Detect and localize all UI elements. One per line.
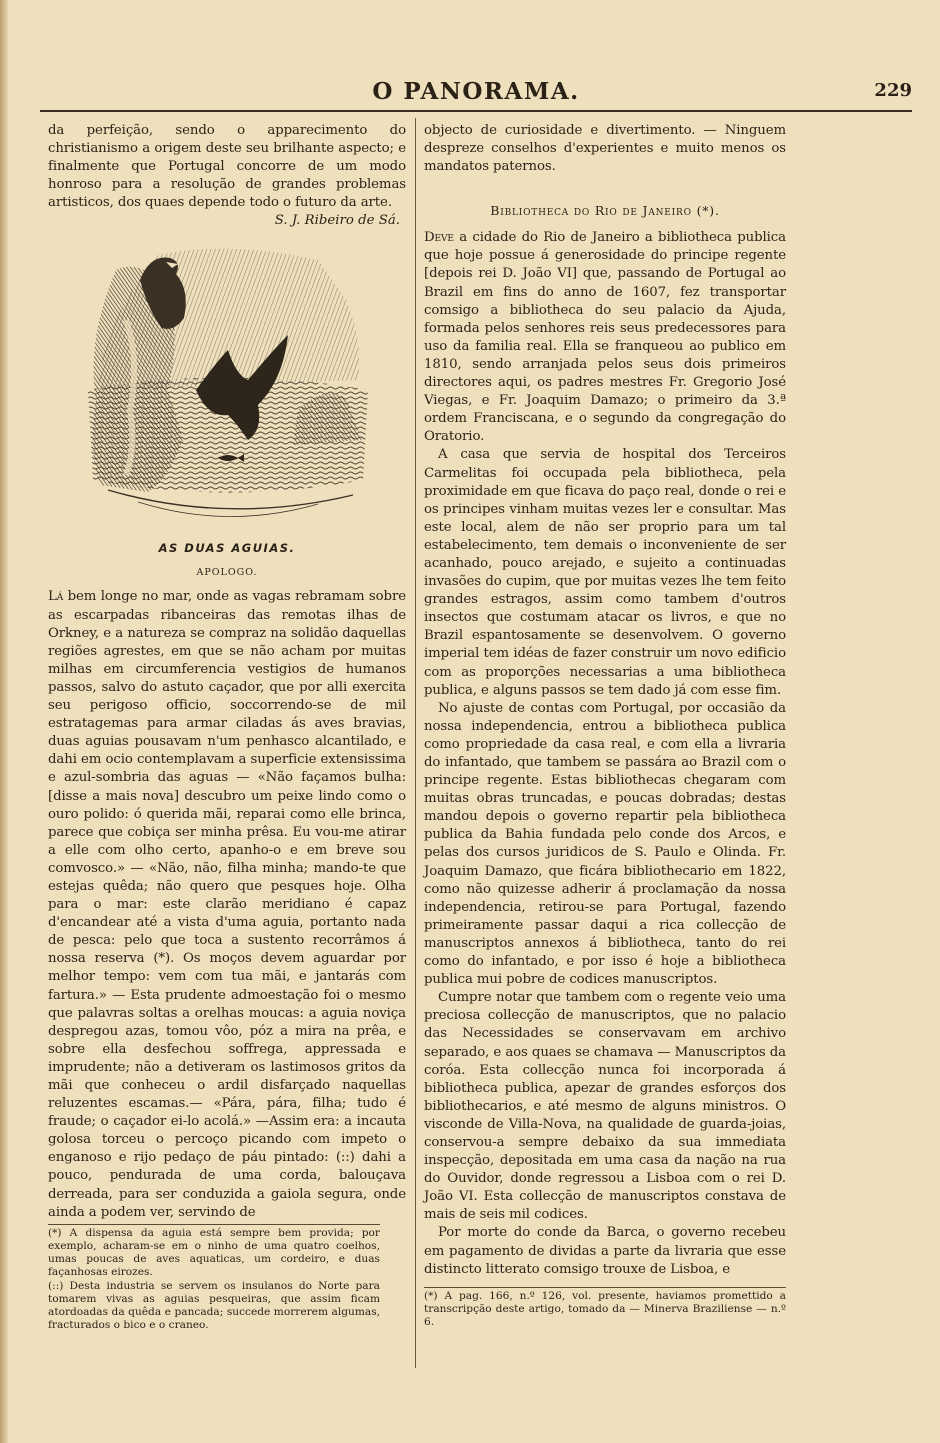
left-column <box>48 122 406 1332</box>
article-paragraph-2: A casa que servia de hospital dos Terceiros Carmelitas foi occupada pela bibliotheca, pela proximidade em que ficava do paço real, donde o rei e os principes vinham muitas vezes ler e consultar. Mas este local, alem de não ser proprio para um tal estabelecimento, tem demais o inconveniente de ser acanhado, pouco arejado, e sujeito a continuadas invasões do cupim, que por muitas vezes lhe tem feito grandes estragos, assim como tambem d'outros insectos que costumam atacar os livros, e que no Brazil espantosamente se desenvolvem. O governo imperial tem idéas de fazer construir um novo edificio com as proporções necessarias a uma bibliotheca publica, e alguns passos se tem dado já com esse fim. <box>424 447 786 698</box>
illustration-caption: AS DUAS AGUIAS. <box>158 541 296 556</box>
right-column <box>424 122 786 1329</box>
article-paragraph-4: Cumpre notar que tambem com o regente veio uma preciosa collecção de manuscriptos, que no palacio das Necessidades se conservavam em archivo separado, e aos quaes se chamava — Manuscriptos da coróa. Esta collecção nunca foi incorporada á bibliotheca publica, apezar de grandes esforços dos bibliothecarios, e até mesmo de alguns ministros. O visconde de Villa-Nova, na qualidade de guarda-joias, conservou-a sempre debaixo da sua immediata inspecção, depositada em uma casa da nação na rua do Ouvidor, donde regressou a Lisboa com o rei D. João VI. Esta collecção de manuscriptos constava de mais de seis mil codices. <box>424 990 786 1223</box>
column-divider <box>415 118 416 1368</box>
right-footnotes <box>424 1287 786 1330</box>
page-edge <box>0 0 9 1443</box>
fable-conclusion: objecto de curiosidade e divertimento. — Ninguem despreze conselhos d'experientes e muito menos os mandatos paternos. <box>424 123 786 175</box>
fable-text <box>48 588 406 1221</box>
essay-conclusion: da perfeição, sendo o apparecimento do christianismo a origem deste seu brilhante aspecto; e finalmente que Portugal concorre de um modo honroso para a resolução de grandes problemas artisticos, dos quaes depende todo o futuro da arte. <box>48 123 406 211</box>
article-paragraph-3: No ajuste de contas com Portugal, por occasião da nossa independencia, entrou a bibliotheca publica como propriedade da casa real, e com ella a livraria do infantado, que tambem se passára ao Brazil com o principe regente. Estas bibliothecas chegaram com muitas obras truncadas, e poucas dobradas; destas mandou depois o governo repartir pela bibliotheca publica da Bahia fundada pelo conde dos Arcos, e pelas dos cursos juridicos de S. Paulo e Olinda. Fr. Joaquim Damazo, que ficára bibliothecario em 1822, como não quizesse adherir á proclamação da nossa independencia, retirou-se para Portugal, fazendo primeiramente passar daqui a rica collecção de manuscriptos annexos á bibliotheca, tanto do rei como do infantado, e por isso é hoje a bibliotheca publica mui pobre de codices manuscriptos. <box>424 700 786 988</box>
footnote-source: (*) A pag. 166, n.º 126, vol. presente, haviamos promettido a transcripção deste artigo, tomado da — Minerva Braziliense — n.º 6. <box>424 1289 786 1329</box>
engraving-image <box>78 240 378 532</box>
left-footnotes <box>48 1224 380 1333</box>
page-header <box>40 74 912 114</box>
article-heading: Bibliotheca do Rio de Janeiro (*). <box>490 203 720 219</box>
article-paragraph-1: Deve a cidade do Rio de Janeiro a bibliotheca publica que hoje possue á generosidade do principe regente [depois rei D. João VI] que, passando de Portugal ao Brazil em fins do anno de 1607, fez transportar comsigo a bibliotheca do seu palacio da Ajuda, formada pelos senhores reis seus predecessores para uso da familia real. Ella se franqueou ao publico em 1810, sendo arranjada pelos seus dois primeiros directores aqui, os padres mestres Fr. Gregorio José Viegas, e Fr. Joaquim Damazo; o primeiro da 3.ª ordem Franciscana, e o segundo da congregação do Oratorio. <box>424 230 786 445</box>
paragraph-initial: Deve <box>424 230 454 246</box>
author-signature: S. J. Ribeiro de Sá. <box>274 213 400 229</box>
fable-body: bem longe no mar, onde as vagas rebramam sobre as escarpadas ribanceiras das remotas ilhas de Orkney, e a natureza se compraz na solidão daquellas regiões agrestes, em que se não acham por muitas milhas em circumferencia vestigios de humanos passos, salvo do astuto caçador, que por alli exercita seu perigoso officio, soccorrendo-se de mil estratagemas para armar ciladas ás aves bravias, duas aguias pousavam n'um penhasco alcantilado, e dahi em ocio contemplavam a superficie extensissima e azul-sombria das aguas — «Não façamos bulha: [disse a mais nova] descubro um peixe lindo como o ouro polido: ó querida mãi, reparai como elle brinca, parece que cobiça ser minha prêsa. Eu vou-me atirar a elle com olho certo, apanho-o e em breve sou comvosco.» — «Não, não, filha minha; mando-te que estejas quêda; não quero que pesques hoje. Olha para o mar: este clarão meridiano é capaz d'encandear até a vista d'uma aguia, portanto nada de pesca: pelo que toca a sustento recorrâmos á nossa reserva (*). Os moços devem aguardar por melhor tempo: vem com tua mãi, e jantarás com fartura.» — Esta prudente admoestação foi o mesmo que palavras soltas a orelhas moucas: a aguia noviça despregou azas, tomou vôo, póz a mira na prêa, e sobre ella desfechou soffrega, appressada e imprudente; não a detiveram os lastimosos gritos da mãi que conheceu o ardil disfarçado naquellas reluzentes escamas.— «Pára, pára, filha; tudo é fraude; o caçador ei-lo acolá.» —Assim era: a incauta golosa torceu o percoço picando com impeto o enganoso e rijo pedaço de páu pintado: (::) dahi a pouco, pendurada de uma corda, balouçava derreada, para ser conduzida a gaiola segura, onde ainda a podem ver, servindo de <box>48 589 406 1220</box>
publication-title: O PANORAMA. <box>372 78 580 105</box>
fable-initial: Lá <box>48 589 64 605</box>
footnote-double-colon: (::) Desta industria se servem os insulanos do Norte para tomarem vivas as aguias pesqueiras, que assim ficam atordoadas da quêda e pancada; succede morrerem algumas, fracturados o bico e o craneo. <box>48 1279 380 1332</box>
footnote-asterisk: (*) A dispensa da aguia está sempre bem provida; por exemplo, acharam-se em o ninho de uma quatro coelhos, umas poucas de aves aquaticas, um cordeiro, e duas façanhosas eirozes. <box>48 1226 380 1279</box>
header-rule <box>40 110 912 112</box>
article-paragraph-5: Por morte do conde da Barca, o governo recebeu em pagamento de dividas a parte da livraria que esse distincto litterato comsigo trouxe de Lisboa, e <box>424 1225 786 1277</box>
eagles-engraving <box>78 240 378 540</box>
page-number: 229 <box>874 80 912 101</box>
illustration-subcaption: APOLOGO. <box>196 567 258 579</box>
